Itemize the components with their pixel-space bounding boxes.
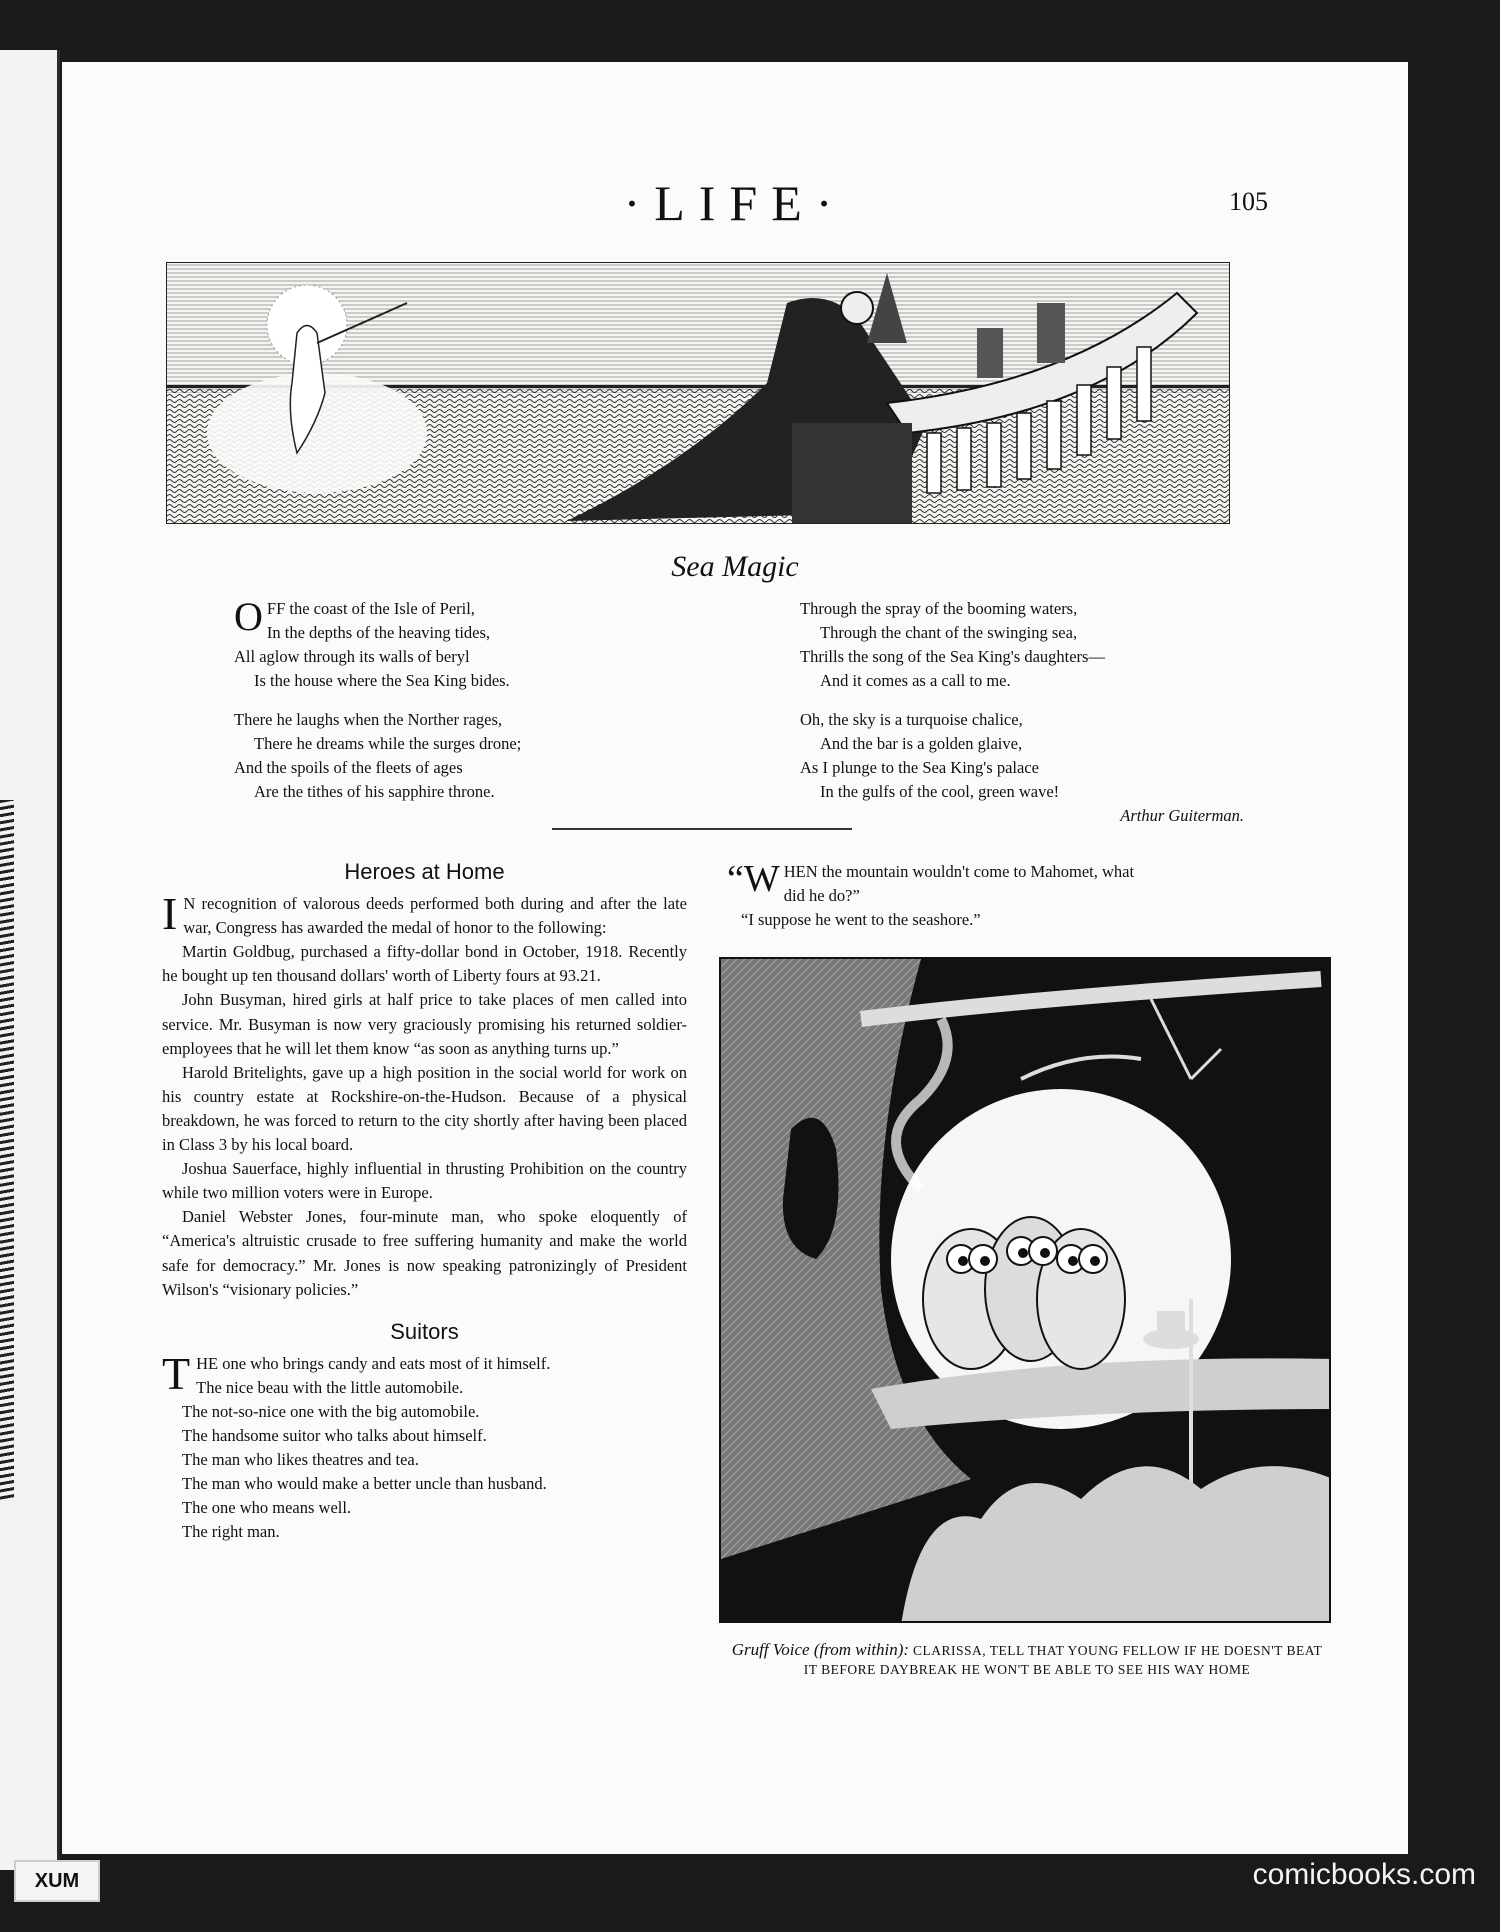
scan-label: XUM bbox=[14, 1860, 100, 1902]
sea-illustration bbox=[166, 262, 1230, 524]
quip-question bbox=[727, 860, 1327, 908]
poem-line: Through the spray of the booming waters, bbox=[800, 599, 1078, 618]
drop-cap: T bbox=[162, 1347, 191, 1399]
caption-speaker: Gruff Voice (from within): bbox=[731, 1640, 910, 1659]
quip-answer: “I suppose he went to the seashore.” bbox=[741, 910, 981, 929]
heroes-paragraph: Harold Britelights, gave up a high position in the social world for work on his country estate at Rockshire-on-the-Hudson. Because of a physical breakdown, he was forced to return to the city shortly after having been placed in Class 3 by his local board. bbox=[162, 1062, 687, 1155]
suitor-line: The right man. bbox=[182, 1522, 280, 1542]
left-text-column bbox=[162, 860, 687, 1545]
quip-line: did he do?” bbox=[783, 886, 860, 905]
suitors-first-text: HE one who brings candy and eats most of it himself. bbox=[196, 1353, 551, 1373]
poem-author: Arthur Guiterman. bbox=[1120, 806, 1244, 825]
suitor-line: The not-so-nice one with the big automobile. bbox=[182, 1401, 480, 1421]
right-text-column bbox=[727, 860, 1327, 932]
suitor-line: The nice beau with the little automobile. bbox=[196, 1377, 464, 1397]
facing-page-illustration bbox=[0, 800, 14, 1500]
poem-stanza bbox=[234, 708, 714, 804]
quip-line: HEN the mountain wouldn't come to Mahomet, what bbox=[783, 862, 1135, 881]
poem-stanza bbox=[800, 597, 1260, 693]
poem-line: Oh, the sky is a turquoise chalice, bbox=[800, 710, 1023, 729]
poem-right-column bbox=[800, 597, 1260, 843]
poem-line: Are the tithes of his sapphire throne. bbox=[254, 782, 495, 801]
suitor-line: The one who means well. bbox=[182, 1498, 352, 1518]
poem-line: As I plunge to the Sea King's palace bbox=[800, 758, 1039, 777]
drop-cap: I bbox=[162, 888, 178, 940]
poem-stanza bbox=[234, 594, 714, 693]
section-divider bbox=[552, 828, 852, 830]
poem-stanza bbox=[800, 708, 1260, 828]
cartoon-caption bbox=[727, 1640, 1327, 1679]
heroes-paragraph: John Busyman, hired girls at half price to take places of men called into service. Mr. Busyman is now very graciously promising his returned soldier-employees that he will let them know “as soon as anything turns up.” bbox=[162, 990, 687, 1058]
poem-line: FF the coast of the Isle of Peril, bbox=[266, 599, 475, 618]
poem-line: Through the chant of the swinging sea, bbox=[820, 623, 1078, 642]
heroes-intro-text: N recognition of valorous deeds performed both during and after the late war, Congress has awarded the medal of honor to the following: bbox=[183, 894, 687, 938]
heroes-intro bbox=[162, 888, 687, 940]
poem-line: And the bar is a golden glaive, bbox=[820, 734, 1023, 753]
poem-line: And the spoils of the fleets of ages bbox=[234, 758, 463, 777]
poem-line: Is the house where the Sea King bides. bbox=[254, 671, 510, 690]
poem-line: All aglow through its walls of beryl bbox=[234, 647, 470, 666]
owl-drawing bbox=[721, 959, 1331, 1623]
poem-line: There he dreams while the surges drone; bbox=[254, 734, 522, 753]
sea-drawing bbox=[167, 263, 1230, 524]
magazine-page bbox=[62, 62, 1408, 1854]
watermark: comicbooks.com bbox=[1252, 1858, 1476, 1891]
owl-cartoon bbox=[719, 957, 1331, 1623]
heroes-heading: Heroes at Home bbox=[344, 859, 505, 884]
caption-text: CLARISSA, TELL THAT YOUNG FELLOW IF HE DOESN'T BEAT IT BEFORE DAYBREAK HE WON'T BE ABLE TO SEE HIS WAY HOME bbox=[803, 1643, 1323, 1677]
poem-line: In the gulfs of the cool, green wave! bbox=[820, 782, 1060, 801]
drop-cap-letter: W bbox=[743, 858, 780, 900]
page-number: 105 bbox=[1229, 187, 1268, 216]
heroes-paragraph: Joshua Sauerface, highly influential in thrusting Prohibition on the country while two million voters were in Europe. bbox=[162, 1159, 687, 1203]
suitors-heading: Suitors bbox=[390, 1318, 459, 1344]
masthead-title: ·LIFE· bbox=[623, 175, 847, 231]
poem-line: Thrills the song of the Sea King's daughters— bbox=[800, 647, 1105, 666]
poem-left-column bbox=[234, 594, 714, 819]
heroes-paragraph: Daniel Webster Jones, four-minute man, who spoke eloquently of “America's altruistic crusade to free suffering humanity and make the world safe for democracy.” Mr. Jones is now speaking patronizingly of President Wilson's “visionary policies.” bbox=[162, 1207, 687, 1299]
drop-cap bbox=[727, 858, 780, 900]
poem-title: Sea Magic bbox=[671, 550, 799, 583]
suitor-line: The man who likes theatres and tea. bbox=[182, 1450, 419, 1470]
poem-line: And it comes as a call to me. bbox=[820, 671, 1011, 690]
drop-cap: O bbox=[234, 594, 263, 639]
poem-line: In the depths of the heaving tides, bbox=[266, 623, 491, 642]
open-quote: “ bbox=[727, 858, 744, 900]
suitor-line: The man who would make a better uncle than husband. bbox=[182, 1474, 547, 1494]
suitor-line: The handsome suitor who talks about himself. bbox=[182, 1426, 487, 1446]
heroes-paragraph: Martin Goldbug, purchased a fifty-dollar bond in October, 1918. Recently he bought up ten thousand dollars' worth of Liberty fours at 93.21. bbox=[162, 942, 687, 986]
poem-line: There he laughs when the Norther rages, bbox=[234, 710, 503, 729]
